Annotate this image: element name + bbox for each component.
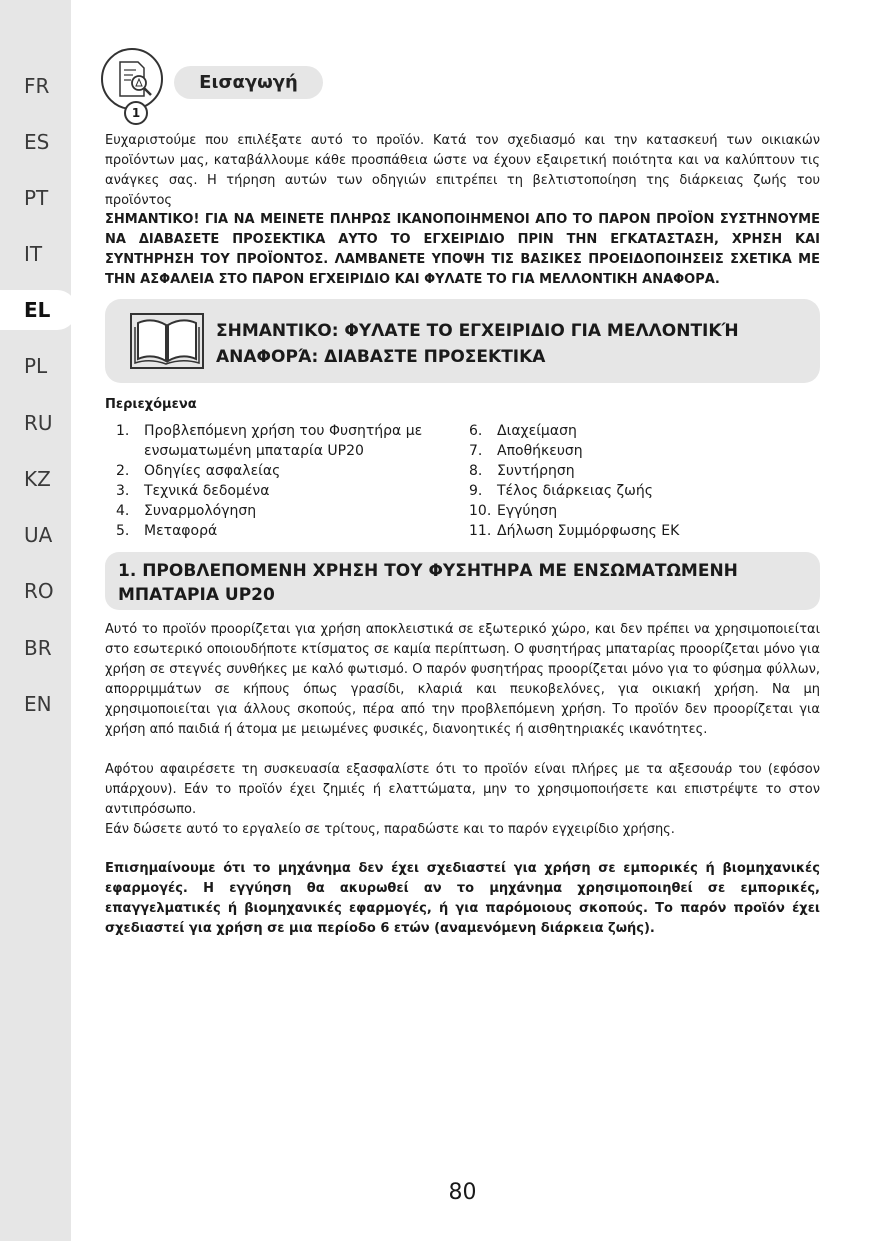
section-number-badge: 1 xyxy=(124,101,148,125)
toc-number: 9. xyxy=(469,483,483,499)
toc-label: Τέλος διάρκειας ζωής xyxy=(497,483,653,499)
intro-warning: ΣΗΜΑΝΤΙΚΟ! ΓΙΑ ΝΑ ΜΕΙΝΕΤΕ ΠΛΗΡΩΣ ΙΚΑΝΟΠΟΙΗΜΕΝΟΙ ΑΠΟ ΤΟ ΠΑΡΟΝ ΠΡΟΪΟΝ ΣΥΣΤΗΝΟΥΜΕ ΝΑ ΔΙΑΒΑΣΕΤΕ ΠΡΟΣΕΚΤΙΚΑ ΑΥΤΟ ΤΟ ΕΓΧΕΙΡΙΔΙΟ ΠΡΙΝ ΤΗΝ ΕΓΚΑΤΑΣΤΑΣΗ, ΧΡΗΣΗ ΚΑΙ ΣΥΝΤΗΡΗΣΗ ΤΟΥ ΠΡΟΪΟΝΤΟΣ. ΛΑΜΒΑΝΕΤΕ ΥΠΟΨΗ ΤΙΣ ΒΑΣΙΚΕΣ ΠΡΟΕΙΔΟΠΟΙΗΣΕΙΣ ΣΧΕΤΙΚΑ ΜΕ ΤΗΝ ΑΣΦΑΛΕΙΑ ΣΤΟ ΠΑΡΟΝ ΕΓΧΕΙΡΙΔΙΟ ΚΑΙ ΦΥΛΑΤΕ ΤΟ ΓΙΑ ΜΕΛΛΟΝΤΙΚΗ ΑΝΑΦΟΡΑ. xyxy=(105,212,820,287)
section-title-line-1: 1. ΠΡΟΒΛΕΠΟΜΕΝΗ ΧΡΗΣΗ ΤΟΥ ΦΥΣΗΤΗΡΑ ΜΕ ΕΝΣΩΜΑΤΩΜΕΝΗ xyxy=(118,561,738,581)
section-1-paragraph-2: Αφότου αφαιρέσετε τη συσκευασία εξασφαλίστε ότι το προϊόν είναι πλήρες με τα αξεσουάρ του (εφόσον υπάρχουν). Εάν το προϊόν έχει ζημιές ή ελαττώματα, μην το χρησιμοποιήσετε και επιστρέψτε το στον αντιπρόσωπο. xyxy=(105,762,820,817)
section-1-paragraph-1: Αυτό το προϊόν προορίζεται για χρήση αποκλειστικά σε εξωτερικό χώρο, και δεν πρέπει να χρησιμοποιείται στο εσωτερικό οποιουδήποτε κτίσματος σε καμία περίπτωση. Ο φυσητήρας μπαταρίας προορίζεται μόνο για χρήση σε στεγνές συνθήκες με καλό φωτισμό. Ο παρόν φυσητήρας προορίζεται μόνο για το φύσημα φύλλων, απορριμμάτων σε κήπους όπως γρασίδι, κλαριά και πευκοβελόνες, για οικιακή χρήση. Να μη χρησιμοποιείται για άλλους σκοπούς, πέρα από την προβλεπόμενη χρήση. Το προϊόν δεν προορίζεται για χρήση από παιδιά ή άτομα με μειωμένες φυσικές, διανοητικές ή αισθητηριακές ικανότητες. xyxy=(105,622,820,737)
toc-number: 4. xyxy=(116,503,130,519)
toc-number: 10. xyxy=(469,503,492,519)
toc-number: 8. xyxy=(469,463,483,479)
lang-tab-ua[interactable]: UA xyxy=(24,523,53,547)
lang-tab-pl[interactable]: PL xyxy=(24,354,48,378)
toc-number: 1. xyxy=(116,423,130,439)
contents-title: Περιεχόμενα xyxy=(105,397,197,412)
toc-item[interactable] xyxy=(116,461,280,481)
toc-label: Προβλεπόμενη χρήση του Φυσητήρα με xyxy=(144,423,423,439)
lang-tab-br[interactable]: BR xyxy=(24,636,52,660)
toc-item[interactable] xyxy=(469,421,577,441)
toc-label: Μεταφορά xyxy=(144,523,218,539)
important-notice-text xyxy=(216,318,806,370)
toc-number: 3. xyxy=(116,483,130,499)
important-line-1: ΣΗΜΑΝΤΙΚΟ: ΦΥΛΑΤΕ ΤΟ ΕΓΧΕΙΡΙΔΙΟ ΓΙΑ ΜΕΛΛΟΝΤΙΚΉ xyxy=(216,321,739,341)
toc-item[interactable] xyxy=(469,461,575,481)
toc-label: Διαχείμαση xyxy=(497,423,577,439)
lang-tab-kz[interactable]: KZ xyxy=(24,467,51,491)
toc-number: 7. xyxy=(469,443,483,459)
important-line-2: ΑΝΑΦΟΡΆ: ΔΙΑΒΑΣΤΕ ΠΡΟΣΕΚΤΙΚΑ xyxy=(216,347,546,367)
toc-label: Τεχνικά δεδομένα xyxy=(144,483,270,499)
toc-label: Εγγύηση xyxy=(497,503,558,519)
toc-item[interactable] xyxy=(116,521,217,541)
toc-label: Αποθήκευση xyxy=(497,443,583,459)
toc-number: 6. xyxy=(469,423,483,439)
section-1-title xyxy=(118,559,808,607)
toc-item[interactable] xyxy=(116,481,269,501)
toc-number: 5. xyxy=(116,523,130,539)
toc-number: 11. xyxy=(469,523,492,539)
toc-label: Δήλωση Συμμόρφωσης ΕΚ xyxy=(497,523,680,539)
lang-tab-fr[interactable]: FR xyxy=(24,74,50,98)
lang-tab-pt[interactable]: PT xyxy=(24,186,49,210)
page-number: 80 xyxy=(448,1180,477,1205)
toc-item[interactable] xyxy=(469,501,557,521)
toc-item[interactable] xyxy=(116,501,256,521)
toc-item[interactable] xyxy=(469,481,653,501)
lang-tab-it[interactable]: IT xyxy=(24,242,43,266)
section-1-paragraph-4: Επισημαίνουμε ότι το μηχάνημα δεν έχει σχεδιαστεί για χρήση σε εμπορικές ή βιομηχανικές εφαρμογές. Η εγγύηση θα ακυρωθεί αν το μηχάνημα χρησιμοποιηθεί σε εμπορικές, επαγγελματικές ή βιομηχανικές εφαρμογές, ή για παρόμοιους σκοπούς. Το παρόν προϊόν έχει σχεδιαστεί για χρήση σε μια περίοδο 6 ετών (αναμενόμενη διάρκεια ζωής). xyxy=(105,861,820,936)
toc-item-continued[interactable]: ενσωματωμένη μπαταρία UP20 xyxy=(144,443,364,459)
open-book-icon xyxy=(130,313,204,369)
toc-label: Συναρμολόγηση xyxy=(144,503,257,519)
toc-item[interactable] xyxy=(469,521,679,541)
lang-tab-es[interactable]: ES xyxy=(24,130,50,154)
intro-paragraph: Ευχαριστούμε που επιλέξατε αυτό το προϊόν. Κατά τον σχεδιασμό και την κατασκευή των οικιακών προϊόντων μας, καταβάλλουμε κάθε προσπάθεια ώστε να έχουν εξαιρετική ποιότητα και να καλύπτουν τις ανάγκες σας. Η τήρηση αυτών των οδηγιών επιτρέπει τη βελτιστοποίηση της διάρκειας ζωής του προϊόντος xyxy=(105,133,820,208)
intro-heading: Εισαγωγή xyxy=(174,66,323,99)
toc-number: 2. xyxy=(116,463,130,479)
toc-label: Συντήρηση xyxy=(497,463,575,479)
lang-tab-ru[interactable]: RU xyxy=(24,411,53,435)
toc-label: Οδηγίες ασφαλείας xyxy=(144,463,281,479)
lang-tab-el[interactable]: EL xyxy=(0,290,77,330)
section-1-paragraph-3: Εάν δώσετε αυτό το εργαλείο σε τρίτους, παραδώστε και το παρόν εγχειρίδιο χρήσης. xyxy=(105,822,675,837)
toc-item[interactable] xyxy=(469,441,583,461)
lang-tab-ro[interactable]: RO xyxy=(24,579,54,603)
lang-tab-en[interactable]: EN xyxy=(24,692,52,716)
toc-item[interactable] xyxy=(116,421,422,441)
section-title-line-2: ΜΠΑΤΑΡΙΑ UP20 xyxy=(118,585,275,605)
